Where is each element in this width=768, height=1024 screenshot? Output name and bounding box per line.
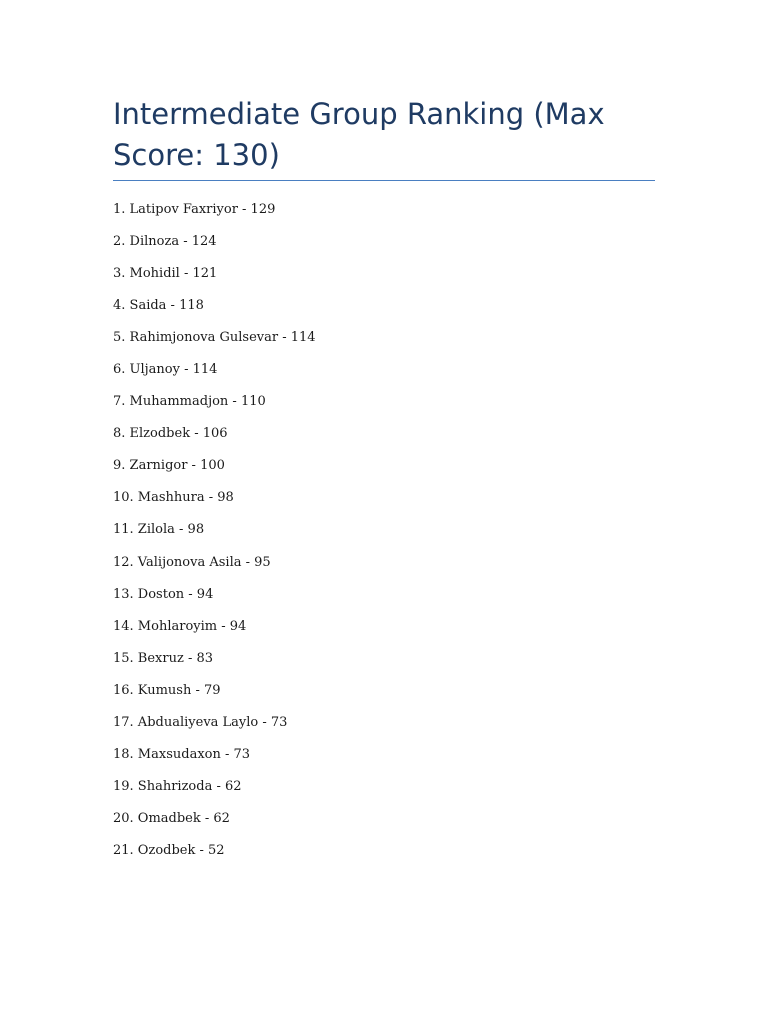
ranking-item: 3. Mohidil - 121 bbox=[113, 266, 218, 282]
ranking-item: 19. Shahrizoda - 62 bbox=[113, 778, 242, 794]
ranking-item: 9. Zarnigor - 100 bbox=[113, 458, 225, 474]
ranking-item: 2. Dilnoza - 124 bbox=[113, 234, 217, 250]
ranking-item: 20. Omadbek - 62 bbox=[113, 810, 230, 826]
ranking-item: 15. Bexruz - 83 bbox=[113, 650, 214, 666]
title-underline bbox=[113, 180, 655, 181]
ranking-item: 8. Elzodbek - 106 bbox=[113, 426, 228, 442]
ranking-item: 4. Saida - 118 bbox=[113, 298, 204, 314]
ranking-list bbox=[113, 200, 316, 873]
page-title: Intermediate Group Ranking (Max Score: 130) bbox=[113, 97, 605, 172]
ranking-item: 18. Maxsudaxon - 73 bbox=[113, 746, 251, 762]
ranking-item: 14. Mohlaroyim - 94 bbox=[113, 618, 247, 634]
ranking-item: 1. Latipov Faxriyor - 129 bbox=[113, 202, 276, 217]
ranking-item: 17. Abdualiyeva Laylo - 73 bbox=[113, 714, 288, 730]
ranking-item: 12. Valijonova Asila - 95 bbox=[113, 554, 271, 570]
ranking-item: 13. Doston - 94 bbox=[113, 586, 214, 602]
ranking-item: 11. Zilola - 98 bbox=[113, 522, 205, 538]
ranking-item: 7. Muhammadjon - 110 bbox=[113, 394, 266, 410]
ranking-item: 5. Rahimjonova Gulsevar - 114 bbox=[113, 330, 316, 346]
ranking-item: 6. Uljanoy - 114 bbox=[113, 362, 218, 378]
ranking-item: 16. Kumush - 79 bbox=[113, 682, 221, 698]
ranking-item: 21. Ozodbek - 52 bbox=[113, 842, 225, 858]
ranking-item: 10. Mashhura - 98 bbox=[113, 490, 234, 506]
